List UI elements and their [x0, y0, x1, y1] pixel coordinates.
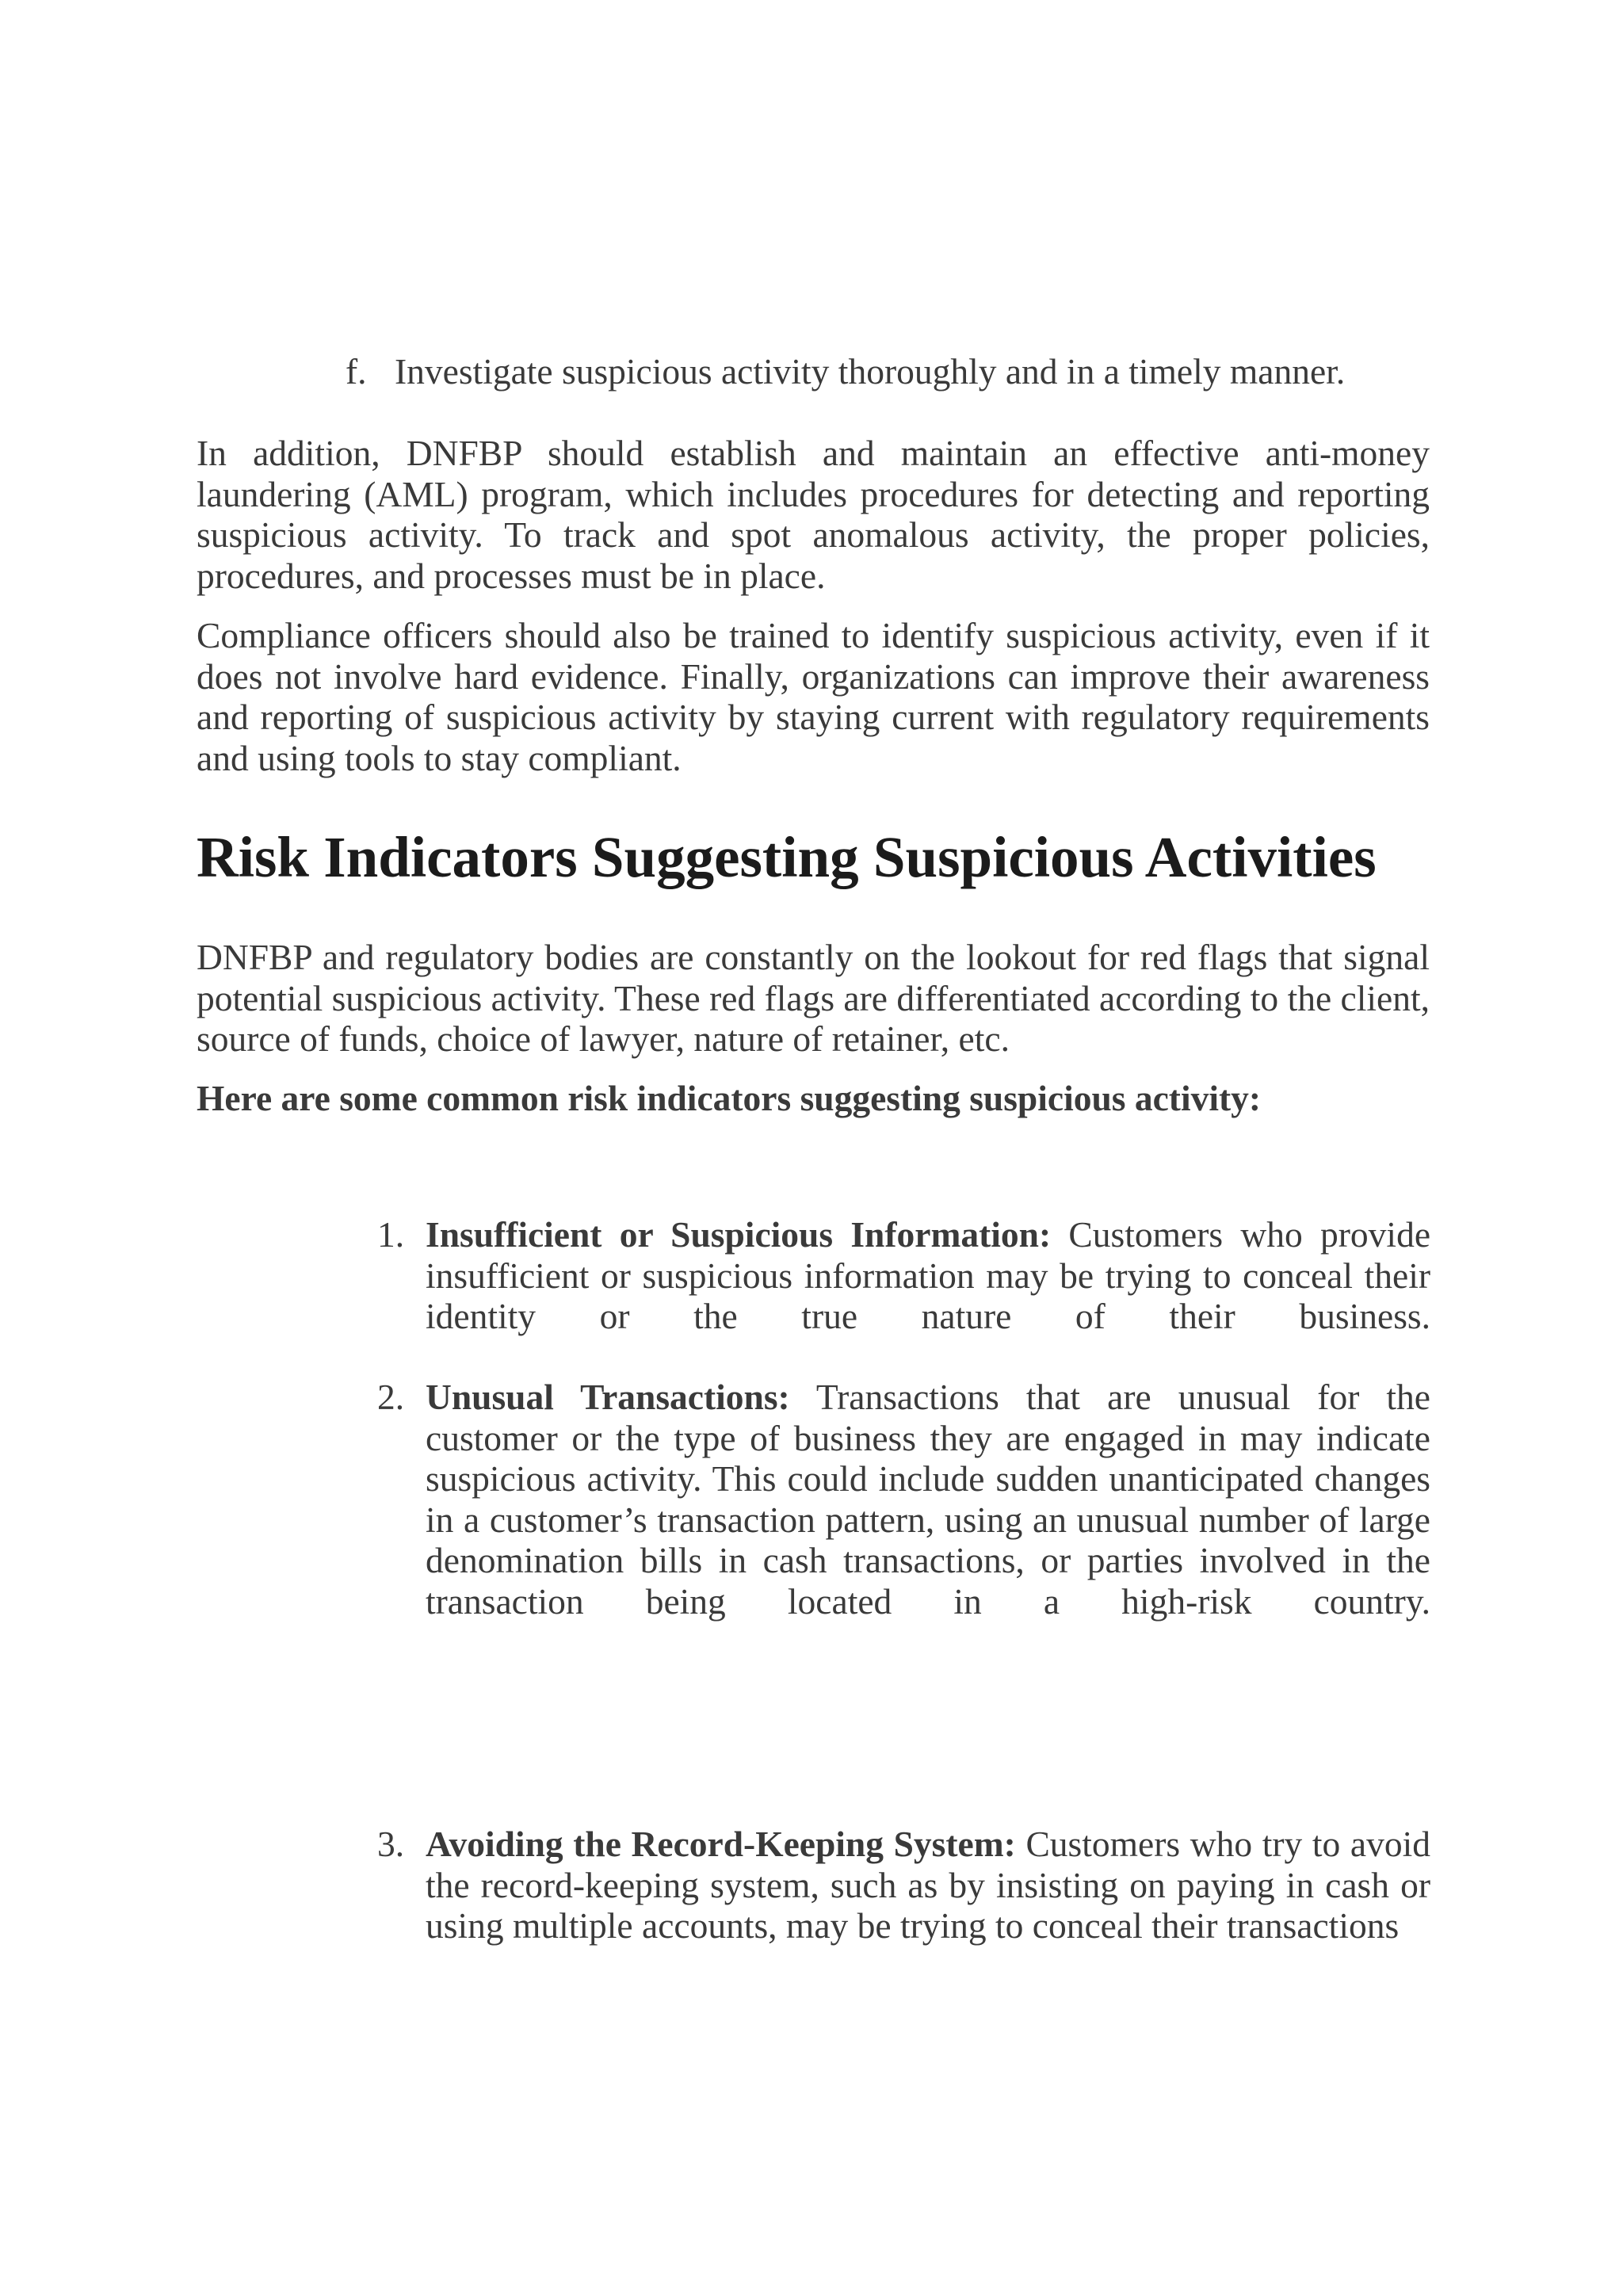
list-item-content	[426, 1214, 1430, 1337]
list-number: 3.	[377, 1824, 405, 1864]
list-item-title: Avoiding the Record-Keeping System:	[426, 1824, 1016, 1864]
list-item-text: Customers who try to avoid the record-keeping system, such as by insisting on paying in cash or using multiple accounts, may be trying to conceal their transactions	[426, 1824, 1431, 1946]
list-item-content	[426, 1377, 1430, 1622]
paragraph-compliance-officers: Compliance officers should also be trained to identify suspicious activity, even if it does not involve hard evidence. Finally, organizations can improve their awareness and reporting of suspicious activity by staying current with regulatory requirements and using tools to stay compliant.	[197, 615, 1430, 778]
list-item-title: Unusual Transactions:	[426, 1377, 790, 1417]
list-marker: f.	[346, 351, 367, 392]
list-intro: Here are some common risk indicators suggesting suspicious activity:	[197, 1078, 1262, 1118]
list-item-title: Insufficient or Suspicious Information:	[426, 1214, 1052, 1255]
list-number: 2.	[377, 1377, 405, 1417]
list-item-content	[426, 1824, 1430, 1946]
list-item-text: Customers who provide insufficient or suspicious information may be trying to conceal their identity or the true nature of their business.	[426, 1214, 1431, 1336]
list-number: 1.	[377, 1214, 405, 1255]
list-item-text: Transactions that are unusual for the customer or the type of business they are engaged in may indicate suspicious activity. This could include sudden unanticipated changes in a customer’s transaction pattern, using an unusual number of large denomination bills in cash transactions, or parties involved in the transaction being located in a high-risk country.	[426, 1377, 1430, 1622]
sub-list-item-f	[346, 351, 1439, 392]
paragraph-aml-program: In addition, DNFBP should establish and maintain an effective anti-money laundering (AML) program, which includes procedures for detecting and reporting suspicious activity. To track and spot anomalous activity, the proper policies, procedures, and processes must be in place.	[197, 433, 1430, 596]
section-heading: Risk Indicators Suggesting Suspicious Activities	[197, 825, 1377, 889]
list-item-text: Investigate suspicious activity thoroughly and in a timely manner.	[395, 351, 1346, 392]
paragraph-red-flags: DNFBP and regulatory bodies are constantly on the lookout for red flags that signal potential suspicious activity. These red flags are differentiated according to the client, source of funds, choice of lawyer, nature of retainer, etc.	[197, 937, 1430, 1059]
